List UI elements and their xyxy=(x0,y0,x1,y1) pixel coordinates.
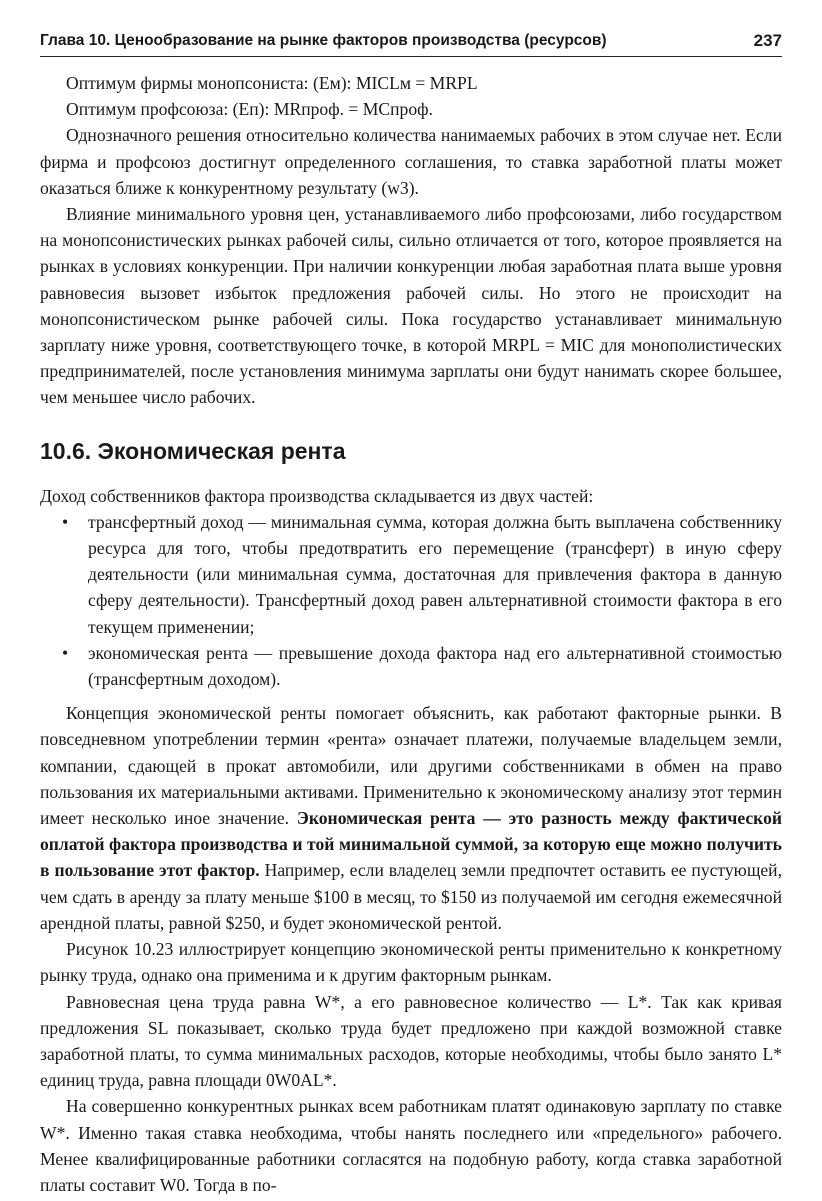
running-header xyxy=(40,30,782,57)
paragraph: Концепция экономической ренты помогает объяснить, как работают факторные рынки. В повседневном употреблении термин «рента» означает платежи, получаемые владельцем земли, компании, сдающей в прокат автомобили, или другими собственниками в обмен на право пользования их материальными активами. Применительно к экономическому анализу этот термин имеет несколько иное значение. Экономическая рента — это разность между фактической оплатой фактора производства и той минимальной суммой, за которую еще можно получить в пользование этот фактор. Например, если владелец земли предпочтет оставить ее пустующей, чем сдать в аренду за плату меньше $100 в месяц, то $150 из получаемой им сегодня ежемесячной арендной платы, равной $250, и будет экономической рентой. xyxy=(40,703,783,933)
page-body xyxy=(40,70,782,1198)
list-item: • трансфертный доход — минимальная сумма, которая должна быть выплачена собственнику ресурса для того, чтобы предотвратить его перемещение (трансферт) в иную сферу деятельности (или минимальная сумма, достаточная для привлечения фактора в данную сферу деятельности). Трансфертный доход равен альтернативной стоимости фактора в его текущем применении; xyxy=(40,509,782,640)
paragraph: Влияние минимального уровня цен, устанавливаемого либо профсоюзами, либо государством на монопсонистических рынках рабочей силы, сильно отличается от того, которое проявляется на рынках в условиях конкуренции. При наличии конкуренции любая заработная плата выше уровня равновесия вызовет избыток предложения рабочей силы. Но этого не происходит на монопсонистическом рынке рабочей силы. Пока государство устанавливает минимальную зарплату ниже уровня, соответствующего точке, в которой MRPL = MIC для монополистических предпринимателей, после установления минимума зарплаты они будут нанимать скорее большее, чем меньшее число рабочих. xyxy=(40,204,782,408)
bullet-icon: • xyxy=(62,642,69,663)
page-number: 237 xyxy=(753,31,782,50)
paragraph: Однозначного решения относительно количества нанимаемых рабочих в этом случае нет. Если фирма и профсоюз достигнут определенного соглашения, то ставка заработной платы может оказаться ближе к конкурентному результату (w3). xyxy=(40,125,782,198)
chapter-title: Глава 10. Ценообразование на рынке факторов производства (ресурсов) xyxy=(40,32,607,49)
bullet-list xyxy=(40,509,782,692)
list-item: • экономическая рента — превышение дохода фактора над его альтернативной стоимостью (трансфертным доходом). xyxy=(40,640,782,692)
paragraph: Рисунок 10.23 иллюстрирует концепцию экономической ренты применительно к конкретному рынку труда, однако она применима и к другим факторным рынкам. xyxy=(40,939,782,986)
paragraph: Равновесная цена труда равна W*, а его равновесное количество — L*. Так как кривая предложения SL показывает, сколько труда будет предложено при каждой возможной ставке заработной платы, то сумма минимальных расходов, которые необходимы, чтобы было занято L* единиц труда, равна площади 0W0AL*. xyxy=(40,991,782,1091)
formula-union: Оптимум профсоюза: (Eп): MRпроф. = MCпроф. xyxy=(66,99,433,120)
section-intro: Доход собственников фактора производства складывается из двух частей: xyxy=(40,485,594,506)
formula-monopsony: Оптимум фирмы монопсониста: (Eм): MICLм = MRPL xyxy=(66,73,478,93)
section-heading: 10.6. Экономическая рента xyxy=(40,437,346,464)
definition-text: Экономическая рента — это разность между фактической оплатой фактора производства и той минимальной суммой, за которую еще можно получить в пользование этот фактор. xyxy=(40,808,783,881)
paragraph: На совершенно конкурентных рынках всем работникам платят одинаковую зарплату по ставке W*. Именно такая ставка необходима, чтобы нанять последнего или «предельного» рабочего. Менее квалифицированные работники согласятся на подобную работу, когда ставка заработной платы составит W0. Тогда в по- xyxy=(40,1096,782,1195)
bullet-icon: • xyxy=(62,511,69,532)
